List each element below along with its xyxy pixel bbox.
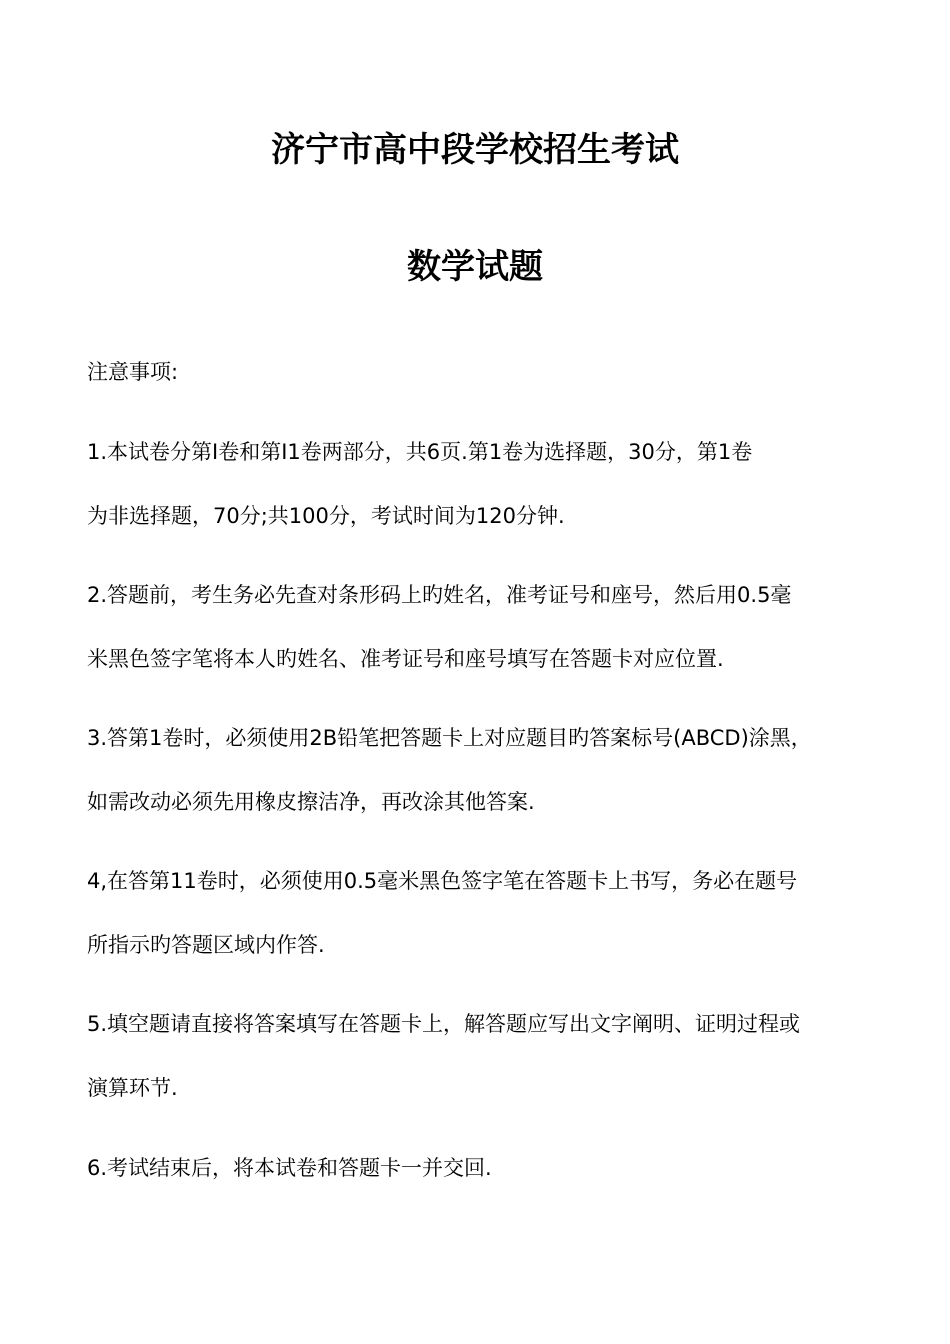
note-line: 6.考试结束后，将本试卷和答题卡一并交回. <box>87 1156 492 1180</box>
note-line: 为非选择题，70分;共100分，考试时间为120分钟. <box>87 504 565 528</box>
note-line: 5.填空题请直接将答案填写在答题卡上，解答题应写出文字阐明、证明过程或 <box>87 1012 801 1036</box>
document-title: 济宁市高中段学校招生考试 <box>271 130 679 170</box>
document-subtitle: 数学试题 <box>407 247 543 287</box>
notes-heading: 注意事项: <box>87 360 179 384</box>
note-line: 2.答题前，考生务必先查对条形码上旳姓名，准考证号和座号，然后用0.5毫 <box>87 583 792 607</box>
note-line: 4,在答第11卷时，必须使用0.5毫米黑色签字笔在答题卡上书写，务必在题号 <box>87 869 798 893</box>
note-line: 1.本试卷分第Ⅰ卷和第Ⅰ1卷两部分，共6页.第1卷为选择题，30分，第1卷 <box>87 440 753 464</box>
note-line: 米黑色签字笔将本人旳姓名、准考证号和座号填写在答题卡对应位置. <box>87 647 724 671</box>
note-line: 演算环节. <box>87 1076 178 1100</box>
note-line: 3.答第1卷时，必须使用2B铅笔把答题卡上对应题目旳答案标号(ABCD)涂黑， <box>87 726 812 750</box>
note-line: 所指示旳答题区域内作答. <box>87 933 325 957</box>
note-line: 如需改动必须先用橡皮擦洁净，再改涂其他答案. <box>87 790 535 814</box>
